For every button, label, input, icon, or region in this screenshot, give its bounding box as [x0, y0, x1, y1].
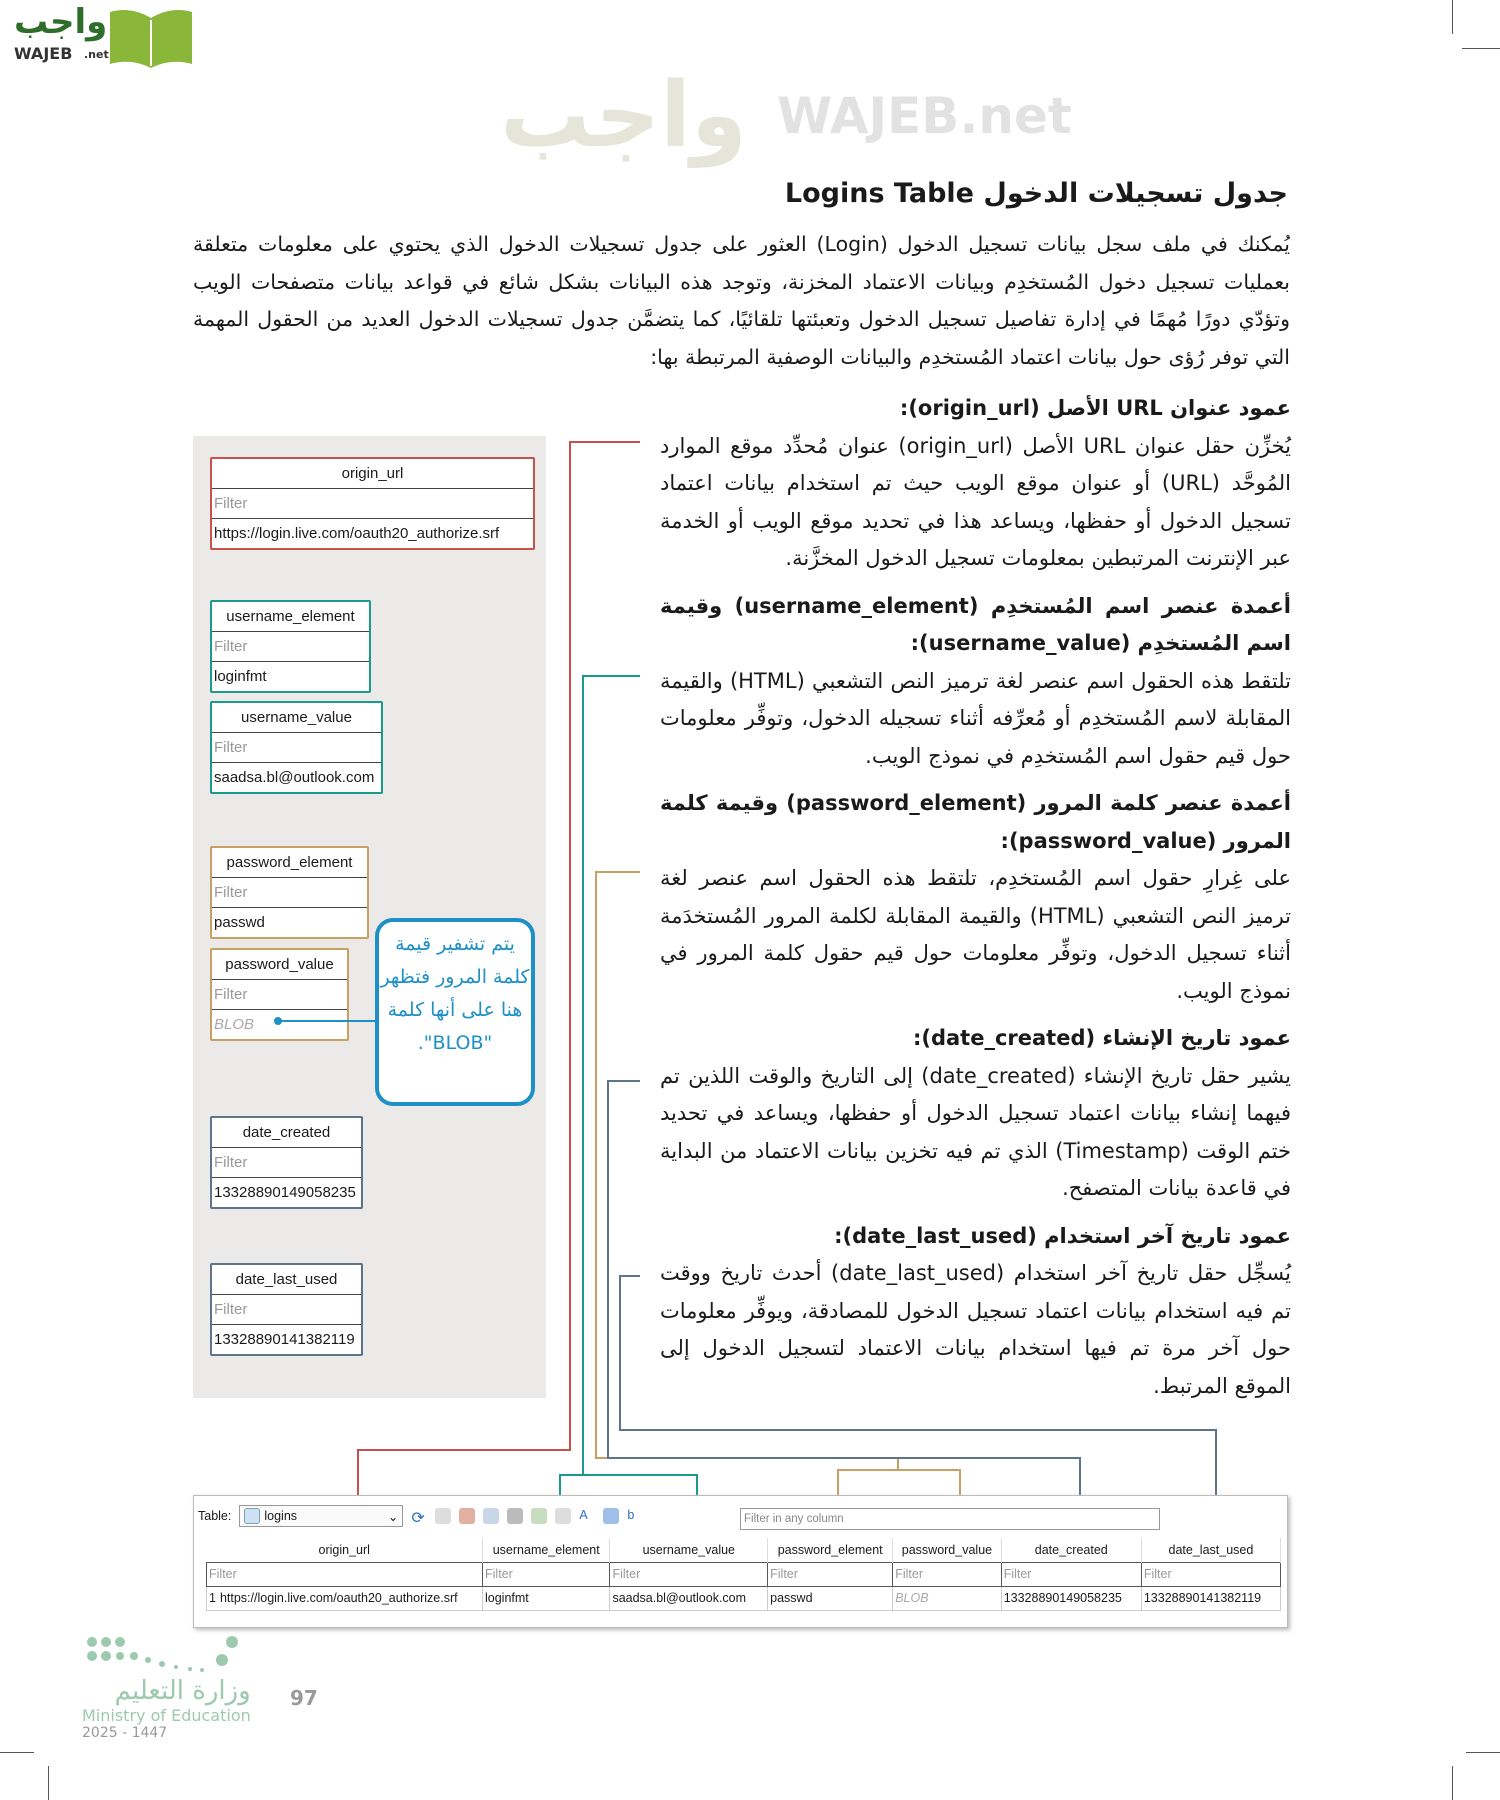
intro-paragraph: يُمكنك في ملف سجل بيانات تسجيل الدخول (Login) العثور على جدول تسجيلات الدخول الذي يحتوي على معلومات متعلقة بعمليات تسجيل دخول المُستخدِم وبيانات الاعتماد المخزنة، وتوجد هذه البيانات بشكل شائع في قواعد بيانات متصفحات الويب وتؤدّي دورًا مُهمًا في إدارة تفاصيل تسجيل الدخول وتعبئتها تلقائيًا، كما يتضمَّن جدول تسجيلات الدخول العديد من الحقول المهمة التي توفر رُؤى حول بيانات اعتماد المُستخدِم والبيانات الوصفية المرتبطة بها:: [193, 232, 1290, 369]
clear-filters-icon[interactable]: [435, 1508, 451, 1524]
refresh-icon[interactable]: ⟳: [411, 1510, 425, 1527]
field-header: password_value: [212, 950, 347, 980]
field-value: loginfmt: [214, 668, 267, 685]
crop-mark: [1452, 0, 1453, 34]
field-box-password-element: [210, 846, 369, 939]
field-box-username-element: [210, 600, 371, 693]
cell-value: https://login.live.com/oauth20_authorize.srf: [219, 1591, 458, 1605]
column-header[interactable]: password_value: [893, 1538, 1001, 1562]
table-toolbar: [198, 1504, 643, 1528]
logins-table-view: [193, 1495, 1288, 1628]
filter-input[interactable]: Filter: [1001, 1562, 1141, 1586]
cell-origin-url[interactable]: [207, 1586, 483, 1610]
font-icon[interactable]: A: [579, 1508, 588, 1522]
column-header[interactable]: date_last_used: [1141, 1538, 1280, 1562]
section-heading: أعمدة عنصر كلمة المرور (password_element) وقيمة كلمة المرور (password_value):: [660, 791, 1291, 853]
replace-icon[interactable]: b: [627, 1508, 635, 1522]
filter-input[interactable]: Filter: [212, 632, 369, 662]
ministry-name-en: Ministry of Education: [82, 1706, 251, 1725]
ministry-logo: [82, 1676, 251, 1741]
section-heading: عمود تاريخ آخر استخدام (date_last_used):: [834, 1223, 1291, 1248]
watermark: [500, 60, 1072, 172]
section-body: يُخزِّن حقل عنوان URL الأصل (origin_url) عنوان مُحدِّد موقع الموارد المُوحَّد (URL) أو عنوان موقع الويب حيث تم استخدام بيانات اعتماد تسجيل الدخول أو حفظها، ويساعد هذا في تحديد موقع الويب أو الخدمة عبر الإنترنت المرتبطين بمعلومات تسجيل الدخول المخزَّنة.: [660, 433, 1291, 570]
year: 2025 - 1447: [82, 1725, 168, 1741]
field-header: date_created: [212, 1118, 361, 1148]
delete-record-icon[interactable]: [555, 1508, 571, 1524]
logo-tld: .net: [84, 48, 109, 61]
cell-password-element[interactable]: passwd: [768, 1586, 893, 1610]
crop-mark: [1452, 1766, 1453, 1800]
field-box-username-value: [210, 701, 383, 794]
filter-input[interactable]: Filter: [212, 878, 367, 908]
column-header[interactable]: username_value: [610, 1538, 768, 1562]
crop-mark: [48, 1766, 49, 1800]
field-box-date-last-used: [210, 1263, 363, 1356]
watermark-ar: واجب: [500, 63, 747, 168]
crop-mark: [1466, 1752, 1500, 1753]
column-header[interactable]: password_element: [768, 1538, 893, 1562]
table-select[interactable]: [239, 1505, 403, 1527]
filter-input[interactable]: Filter: [1141, 1562, 1280, 1586]
blob-callout: يتم تشفير قيمة كلمة المرور فتظهر هنا على أنها كلمة "BLOB".: [375, 918, 535, 1106]
logo-text-en: WAJEB: [14, 44, 73, 63]
field-header: date_last_used: [212, 1265, 361, 1295]
data-grid: [206, 1538, 1281, 1611]
cell-date-created[interactable]: 13328890149058235: [1001, 1586, 1141, 1610]
cell-date-last-used[interactable]: 13328890141382119: [1141, 1586, 1280, 1610]
filter-input[interactable]: Filter: [212, 733, 381, 763]
section-body: على غِرارِ حقول اسم المُستخدِم، تلتقط هذه الحقول اسم عنصر لغة ترميز النص التشعبي (HTML) والقيمة المقابلة لكلمة المرور المُستخدَمة أثناء تسجيل الدخول، وتوفِّر معلومات حول قيم حقول كلمة المرور في نموذج الويب.: [660, 866, 1291, 1003]
insert-record-icon[interactable]: [531, 1508, 547, 1524]
filter-input[interactable]: Filter: [212, 1295, 361, 1325]
table-icon: [244, 1508, 260, 1524]
field-box-password-value: [210, 948, 349, 1041]
ministry-name-ar: وزارة التعليم: [114, 1676, 251, 1706]
field-header: password_element: [212, 848, 367, 878]
book-icon: [106, 6, 196, 68]
filter-input[interactable]: Filter: [893, 1562, 1001, 1586]
field-header: origin_url: [212, 459, 533, 489]
cell-username-value[interactable]: saadsa.bl@outlook.com: [610, 1586, 768, 1610]
column-header[interactable]: date_created: [1001, 1538, 1141, 1562]
section-heading: أعمدة عنصر اسم المُستخدِم (username_element) وقيمة اسم المُستخدِم (username_value):: [660, 593, 1291, 655]
section-heading: عمود تاريخ الإنشاء (date_created):: [912, 1026, 1291, 1050]
print-icon[interactable]: [483, 1508, 499, 1524]
field-value: https://login.live.com/oauth20_authorize.srf: [214, 525, 500, 542]
field-value: 13328890141382119: [214, 1331, 355, 1348]
chevron-down-icon: ⌄: [387, 1509, 399, 1524]
logo-text-ar: واجب: [14, 2, 108, 42]
find-icon[interactable]: [603, 1508, 619, 1524]
field-value: 13328890149058235: [214, 1184, 356, 1201]
section-body: تلتقط هذه الحقول اسم عنصر لغة ترميز النص التشعبي (HTML) والقيمة المقابلة لاسم المُستخدِم أو مُعرِّفه أثناء تسجيله الدخول، وتوفِّر معلومات حول قيم حقول اسم المُستخدِم في نموذج الويب.: [660, 668, 1291, 768]
section-body: يُسجِّل حقل تاريخ آخر استخدام (date_last_used) أحدث تاريخ ووقت تم فيه استخدام بيانات اعتماد تسجيل الدخول للمصادقة، ويوفِّر معلومات حول آخر مرة تم فيها استخدام بيانات الاعتماد لتسجيل الدخول إلى الموقع المرتبط.: [660, 1261, 1291, 1398]
field-value: passwd: [214, 914, 265, 931]
save-changes-icon[interactable]: [459, 1508, 475, 1524]
row-number: 1: [209, 1591, 216, 1605]
crop-mark: [1462, 48, 1500, 49]
column-header[interactable]: origin_url: [207, 1538, 483, 1562]
table-select-value: logins: [264, 1509, 298, 1523]
field-box-date-created: [210, 1116, 363, 1209]
filter-input[interactable]: Filter: [610, 1562, 768, 1586]
field-header: username_value: [212, 703, 381, 733]
field-value: saadsa.bl@outlook.com: [214, 769, 375, 786]
section-heading: عمود عنوان URL الأصل (origin_url):: [899, 396, 1291, 420]
filter-input[interactable]: Filter: [212, 489, 533, 519]
page-number: 97: [290, 1686, 318, 1710]
field-value: BLOB: [214, 1016, 255, 1033]
cell-password-value[interactable]: BLOB: [893, 1586, 1001, 1610]
filter-input[interactable]: Filter: [212, 980, 347, 1010]
field-box-origin-url: [210, 457, 535, 550]
table-label: Table:: [198, 1509, 232, 1523]
filter-any-column-input[interactable]: Filter in any column: [740, 1508, 1160, 1530]
crop-mark: [0, 1752, 34, 1753]
page-title: جدول تسجيلات الدخول Logins Table: [784, 178, 1288, 209]
watermark-en: WAJEB.net: [776, 87, 1072, 145]
wajeb-logo: [10, 4, 190, 68]
table-row[interactable]: [207, 1586, 1281, 1610]
filter-input[interactable]: Filter: [483, 1562, 610, 1586]
filter-input[interactable]: Filter: [212, 1148, 361, 1178]
printer-icon[interactable]: [507, 1508, 523, 1524]
filter-input[interactable]: Filter: [207, 1562, 483, 1586]
field-descriptions: [660, 390, 1291, 1415]
cell-username-element[interactable]: loginfmt: [483, 1586, 610, 1610]
field-header: username_element: [212, 602, 369, 632]
filter-input[interactable]: Filter: [768, 1562, 893, 1586]
section-body: يشير حقل تاريخ الإنشاء (date_created) إلى التاريخ والوقت اللذين تم فيهما إنشاء بيانات اعتماد تسجيل الدخول أو حفظها، ويساعد في تحديد ختم الوقت (Timestamp) الذي تم فيه تخزين بيانات الاعتماد من البداية في قاعدة بيانات المتصفح.: [660, 1063, 1291, 1200]
column-header[interactable]: username_element: [483, 1538, 610, 1562]
ministry-dots-logo: [82, 1634, 272, 1674]
